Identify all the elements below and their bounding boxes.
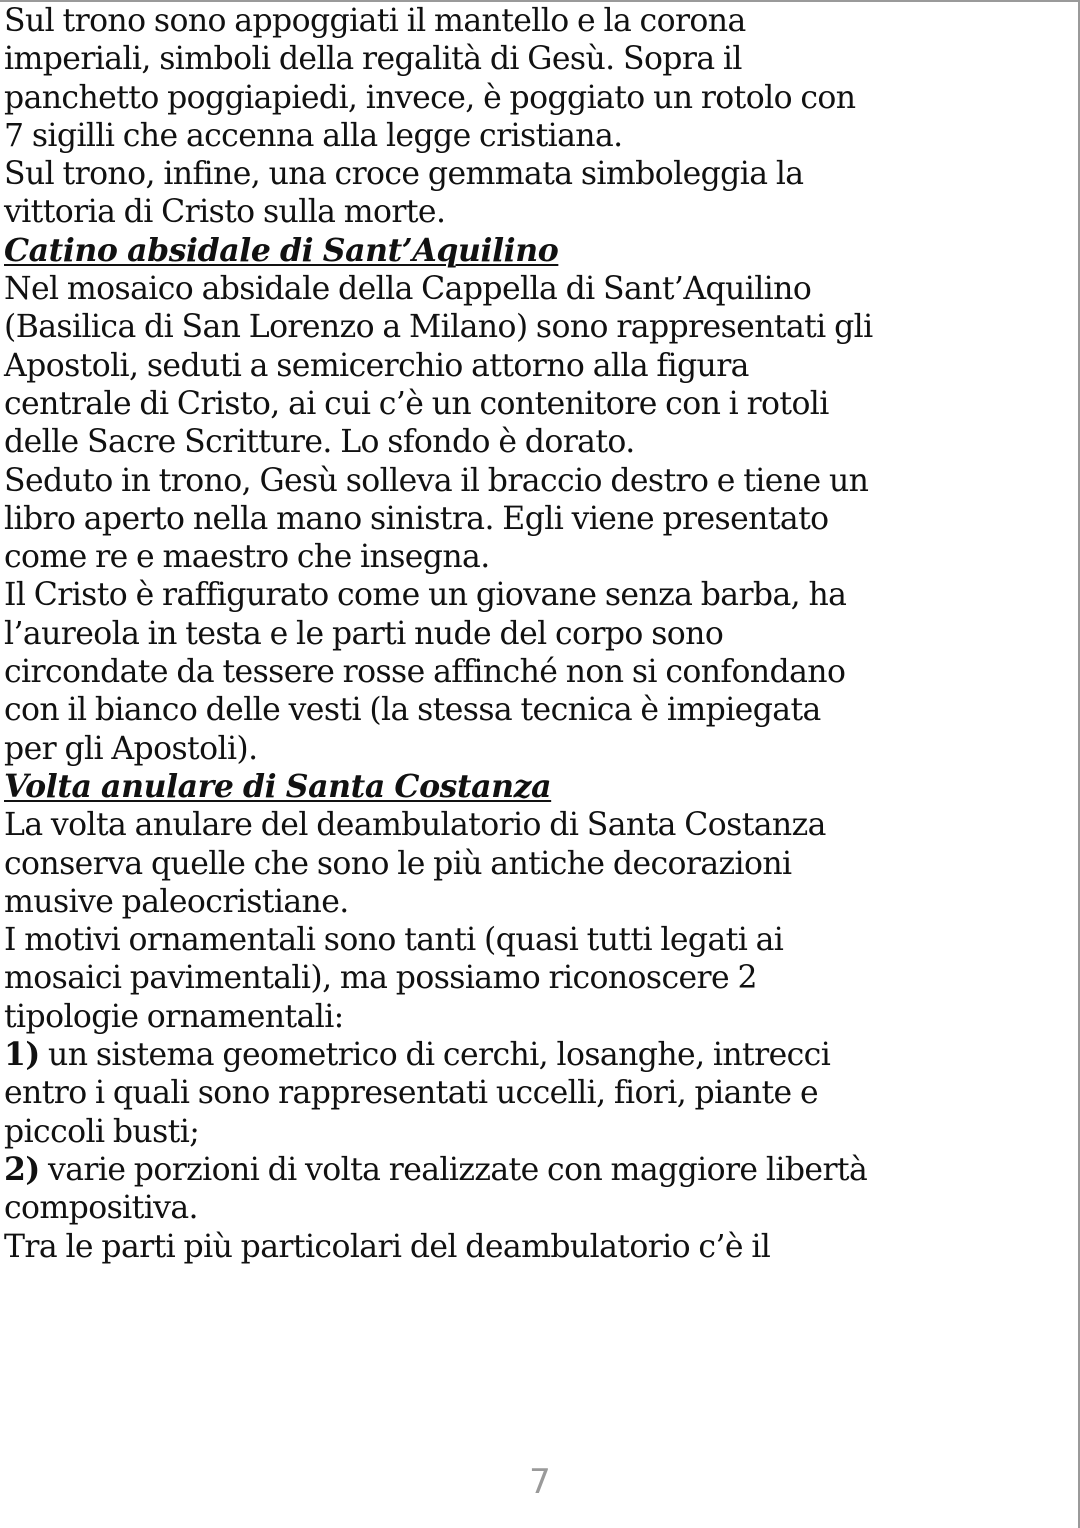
text-line: Sul trono, infine, una croce gemmata simboleggia la <box>4 156 804 193</box>
text-line: l’aureola in testa e le parti nude del corpo sono <box>4 615 724 652</box>
text-line: libro aperto nella mano sinistra. Egli viene presentato <box>4 500 829 537</box>
text-line: entro i quali sono rappresentati uccelli, fiori, piante e <box>4 1075 819 1112</box>
list-number: 1) <box>4 1036 40 1074</box>
text-line: per gli Apostoli). <box>4 730 258 767</box>
text-line: vittoria di Cristo sulla morte. <box>4 194 446 231</box>
intro-paragraph <box>4 2 1076 232</box>
text-line: con il bianco delle vesti (la stessa tecnica è impiegata <box>4 692 821 729</box>
text-line: Nel mosaico absidale della Cappella di Sant’Aquilino <box>4 271 812 308</box>
text-line: panchetto poggiapiedi, invece, è poggiato un rotolo con <box>4 79 856 116</box>
costanza-paragraph <box>4 806 1076 1266</box>
text-line: piccoli busti; <box>4 1113 200 1150</box>
list-item-text: un sistema geometrico di cerchi, losanghe, intrecci <box>39 1037 831 1074</box>
text-line: La volta anulare del deambulatorio di Santa Costanza <box>4 807 826 844</box>
text-line: mosaici pavimentali), ma possiamo riconoscere 2 <box>4 960 757 997</box>
aquilino-paragraph <box>4 270 1076 768</box>
document-text <box>4 2 1076 1266</box>
text-line: imperiali, simboli della regalità di Gesù. Sopra il <box>4 41 742 78</box>
text-line: I motivi ornamentali sono tanti (quasi tutti legati ai <box>4 922 784 959</box>
text-line: Seduto in trono, Gesù solleva il braccio destro e tiene un <box>4 462 869 499</box>
text-line: musive paleocristiane. <box>4 883 349 920</box>
text-line: compositiva. <box>4 1190 198 1227</box>
text-line: 7 sigilli che accenna alla legge cristiana. <box>4 117 623 154</box>
text-line: circondate da tessere rosse affinché non si confondano <box>4 654 846 691</box>
text-line: Sul trono sono appoggiati il mantello e la corona <box>4 3 746 39</box>
text-line: (Basilica di San Lorenzo a Milano) sono rappresentati gli <box>4 309 873 346</box>
list-item-1 <box>4 1036 1076 1074</box>
text-line: Il Cristo è raffigurato come un giovane senza barba, ha <box>4 577 847 614</box>
list-item-2 <box>4 1151 1076 1189</box>
text-line: delle Sacre Scritture. Lo sfondo è dorato. <box>4 424 635 461</box>
text-line: Tra le parti più particolari del deambulatorio c’è il <box>4 1228 771 1265</box>
section-heading-aquilino: Catino absidale di Sant’Aquilino <box>4 231 559 269</box>
text-line: conserva quelle che sono le più antiche decorazioni <box>4 845 792 882</box>
text-line: Apostoli, seduti a semicerchio attorno alla figura <box>4 347 749 384</box>
section-heading-costanza: Volta anulare di Santa Costanza <box>4 767 552 805</box>
text-line: come re e maestro che insegna. <box>4 539 490 576</box>
list-item-text: varie porzioni di volta realizzate con maggiore libertà <box>39 1151 868 1188</box>
text-line: tipologie ornamentali: <box>4 998 344 1035</box>
page-number: 7 <box>529 1462 551 1502</box>
text-line: centrale di Cristo, ai cui c’è un contenitore con i rotoli <box>4 385 829 422</box>
list-number: 2) <box>4 1150 40 1188</box>
